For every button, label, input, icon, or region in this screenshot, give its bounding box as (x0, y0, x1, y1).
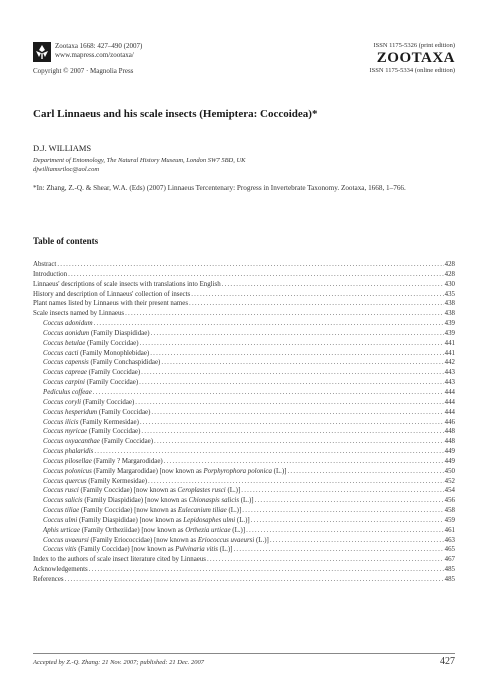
toc-entry-label (33, 299, 188, 309)
toc-species-name: Aphis urticae (43, 526, 80, 534)
toc-entry-label (43, 486, 240, 496)
toc-entry-text: (L.)] (226, 507, 242, 515)
toc-leader-dots (125, 309, 444, 319)
toc-entry-label (43, 388, 92, 398)
toc-entry-label (43, 418, 139, 428)
toc-entry[interactable] (33, 309, 455, 319)
toc-page-number: 454 (444, 487, 455, 495)
journal-brand: ZOOTAXA (376, 50, 455, 66)
toc-species-name: Coccus oxyacanthae (43, 438, 100, 446)
toc-entry-text: (L.)] (235, 516, 250, 524)
toc-entry-text: (Family Eriococcidae) [now known as (88, 536, 198, 544)
toc-entry-label (43, 545, 232, 555)
toc-entry-text: (L.)] (239, 497, 254, 505)
toc-entry-text: Acknowledgements (33, 566, 88, 574)
toc-page-number: 449 (444, 448, 455, 456)
toc-entry[interactable] (33, 388, 455, 398)
toc-entry-text: (Family Diaspididae) [now known as (82, 497, 189, 505)
toc-page-number: 439 (444, 329, 455, 337)
toc-entry-label (33, 565, 88, 575)
toc-entry-text: Scale insects named by Linnaeus (33, 310, 125, 318)
toc-entry[interactable] (33, 457, 455, 467)
toc-leader-dots (191, 290, 443, 300)
toc-leader-dots (241, 486, 443, 496)
toc-leader-dots (255, 496, 444, 506)
toc-species-name: Eulecanium tiliae (177, 507, 227, 515)
toc-leader-dots (222, 280, 444, 290)
toc-species-name: Coccus betulae (43, 339, 86, 347)
toc-entry[interactable] (33, 418, 455, 428)
toc-species-name: Coccus vitis (43, 546, 77, 554)
publication-note: *In: Zhang, Z.-Q. & Shear, W.A. (Eds) (2007) Linnaeus Tercentenary: Progress in Invertebrate Taxonomy. Zootaxa, 1668, 1–766. (33, 184, 406, 192)
toc-page-number: 456 (444, 497, 455, 505)
toc-species-name: Orthezia urticae (185, 526, 231, 534)
toc-entry-text: (Family Ortheziidae) [now known as (79, 526, 186, 534)
toc-leader-dots (270, 536, 444, 546)
toc-page-number: 448 (444, 428, 455, 436)
toc-entry-text: (Family Margarodidae) [now known as (91, 467, 204, 475)
toc-page-number: 444 (444, 408, 455, 416)
toc-entry-label (43, 408, 150, 418)
toc-species-name: Coccus salicis (43, 497, 83, 505)
toc-entry[interactable] (33, 486, 455, 496)
toc-species-name: Coccus hesperidum (43, 408, 98, 416)
toc-page-number: 438 (444, 300, 455, 308)
toc-entry-label (33, 280, 221, 290)
toc-leader-dots (233, 545, 443, 555)
toc-page-number: 467 (444, 556, 455, 564)
toc-entry-text: (Family Coccidae) (87, 428, 141, 436)
toc-species-name: Coccus tiliae (43, 507, 80, 515)
toc-entry-text: (Family Coccidae) (84, 379, 139, 387)
toc-entry-text: Introduction (33, 270, 68, 278)
toc-page-number: 485 (444, 566, 455, 574)
toc-leader-dots (68, 270, 444, 280)
toc-species-name: Coccus capreae (43, 369, 87, 377)
journal-website[interactable]: www.mapress.com/zootaxa/ (55, 51, 134, 59)
toc-page-number: 435 (444, 290, 455, 298)
toc-leader-dots (94, 447, 443, 457)
toc-leader-dots (242, 506, 443, 516)
toc-entry-label (43, 506, 241, 516)
toc-entry-text: (L.)] (254, 536, 269, 544)
toc-entry-label (43, 427, 140, 437)
toc-entry-label (33, 270, 67, 280)
toc-entry-label (43, 398, 134, 408)
toc-species-name: Coccus rusci (43, 487, 79, 495)
toc-species-name: Coccus ulmi (43, 516, 78, 524)
toc-heading: Table of contents (33, 236, 99, 246)
toc-leader-dots (150, 349, 443, 359)
author-affiliation-block (33, 156, 246, 174)
toc-entry-text: (L.)] (225, 487, 241, 495)
toc-entry[interactable] (33, 270, 455, 280)
toc-entry[interactable] (33, 555, 455, 565)
toc-page-number: 438 (444, 310, 455, 318)
toc-page-number: 463 (444, 536, 455, 544)
toc-entry-text: (L.)] (217, 546, 233, 554)
toc-entry[interactable] (33, 545, 455, 555)
toc-entry-label (43, 329, 150, 339)
toc-leader-dots (287, 467, 443, 477)
toc-leader-dots (148, 477, 444, 487)
toc-species-name: Coccus capensis (43, 359, 89, 367)
toc-leader-dots (246, 526, 444, 536)
toc-leader-dots (94, 319, 444, 329)
toc-entry[interactable] (33, 427, 455, 437)
toc-species-name: Coccus myricae (43, 428, 88, 436)
toc-leader-dots (207, 555, 444, 565)
toc-leader-dots (151, 408, 443, 418)
toc-leader-dots (135, 398, 443, 408)
toc-entry[interactable] (33, 565, 455, 575)
toc-page-number: 485 (444, 576, 455, 583)
toc-page-number: 452 (444, 477, 455, 485)
toc-species-name: Coccus polonicus (43, 467, 92, 475)
toc-entry[interactable] (33, 349, 455, 359)
toc-species-name: Coccus cacti (43, 349, 79, 357)
toc-leader-dots (93, 388, 444, 398)
toc-page-number: 430 (444, 280, 455, 288)
toc-entry-label (43, 437, 153, 447)
toc-entry-text: (L.)] (271, 467, 287, 475)
toc-entry-text: (Family Coccidae) (86, 369, 141, 377)
toc-entry-text: (Family Diaspididae) [now known as (77, 516, 184, 524)
toc-leader-dots (154, 437, 444, 447)
toc-leader-dots (141, 427, 443, 437)
toc-leader-dots (89, 565, 444, 575)
toc-entry[interactable] (33, 447, 455, 457)
toc-leader-dots (251, 516, 444, 526)
toc-entry[interactable] (33, 575, 455, 585)
toc-entry[interactable] (33, 299, 455, 309)
toc-entry-text: Linnaeus' descriptions of scale insects with translations into English (33, 280, 221, 288)
toc-entry-label (43, 447, 93, 457)
toc-entry-label (43, 358, 160, 368)
toc-species-name: Eriococcus uvaeursi (197, 536, 255, 544)
toc-entry-text: (Family Diaspididae) (89, 329, 150, 337)
toc-entry[interactable] (33, 526, 455, 536)
toc-page-number: 446 (444, 418, 455, 426)
toc-page-number: 428 (444, 270, 455, 278)
footer-divider (33, 653, 455, 654)
toc-page-number: 428 (444, 261, 455, 268)
toc-entry[interactable] (33, 329, 455, 339)
toc-entry[interactable] (33, 477, 455, 487)
toc-entry[interactable] (33, 290, 455, 300)
toc-species-name: Coccus phalaridis (43, 448, 94, 456)
toc-entry-text: (Family Coccidae) (85, 339, 139, 347)
toc-entry[interactable] (33, 496, 455, 506)
toc-entry-text: (Family Coccidae) (81, 398, 135, 406)
page-number: 427 (440, 656, 455, 667)
toc-leader-dots (140, 339, 444, 349)
toc-entry-label (43, 319, 93, 329)
toc-entry[interactable] (33, 358, 455, 368)
toc-leader-dots (141, 368, 444, 378)
toc-leader-dots (65, 575, 444, 585)
toc-entry-label (43, 457, 163, 467)
toc-entry[interactable] (33, 516, 455, 526)
toc-entry-text: (Family Conchaspididae) (88, 359, 161, 367)
toc-species-name: Coccus coryli (43, 398, 82, 406)
issn-print: ISSN 1175-5326 (print edition) (373, 42, 455, 49)
toc-species-name: Pediculus coffeae (43, 388, 92, 396)
toc-entry-label (33, 575, 64, 585)
toc-entry-text: (Family Coccidae) [now known as (79, 507, 178, 515)
toc-page-number: 448 (444, 438, 455, 446)
toc-page-number: 443 (444, 369, 455, 377)
toc-entry-text: (Family Kermesidae) (86, 477, 148, 485)
toc-entry-label (33, 555, 206, 565)
toc-leader-dots (57, 260, 443, 270)
toc-entry-text: (Family ? Margarodidae) (91, 457, 163, 465)
toc-leader-dots (151, 329, 444, 339)
journal-header-right (369, 42, 455, 75)
toc-entry-label (33, 260, 56, 270)
toc-species-name: Coccus ilicis (43, 418, 79, 426)
toc-entry-text: (Family Monophlebidae) (78, 349, 150, 357)
toc-species-name: Pulvinaria vitis (175, 546, 218, 554)
toc-page-number: 444 (444, 388, 455, 396)
toc-page-number: 442 (444, 359, 455, 367)
toc-entry[interactable] (33, 398, 455, 408)
toc-page-number: 444 (444, 398, 455, 406)
toc-entry-label (43, 526, 245, 536)
toc-page-number: 458 (444, 507, 455, 515)
toc-entry[interactable] (33, 339, 455, 349)
toc-entry-label (33, 309, 124, 319)
table-of-contents (33, 260, 455, 585)
toc-entry-label (43, 467, 286, 477)
toc-page-number: 449 (444, 457, 455, 465)
toc-entry-label (43, 536, 269, 546)
toc-species-name: Porphyrophora polonica (203, 467, 272, 475)
toc-page-number: 441 (444, 349, 455, 357)
author-affiliation: Department of Entomology, The Natural History Museum, London SW7 5BD, UK (33, 157, 246, 164)
toc-page-number: 461 (444, 526, 455, 534)
acceptance-note: Accepted by Z.-Q. Zhang: 21 Nov. 2007; published: 21 Dec. 2007 (33, 659, 205, 666)
issn-online: ISSN 1175-5334 (online edition) (369, 67, 455, 74)
toc-page-number: 459 (444, 516, 455, 524)
toc-entry-text: Abstract (33, 261, 57, 268)
toc-entry[interactable] (33, 437, 455, 447)
toc-species-name: Coccus pilosellae (43, 457, 92, 465)
toc-entry[interactable] (33, 280, 455, 290)
toc-entry-text: References (33, 576, 64, 583)
toc-page-number: 441 (444, 339, 455, 347)
author-email[interactable]: djwilliamsriloc@aol.com (33, 166, 100, 173)
toc-page-number: 465 (444, 546, 455, 554)
toc-entry-text: (Family Kermesidae) (78, 418, 139, 426)
toc-entry-label (43, 496, 254, 506)
journal-reference: Zootaxa 1668: 427–490 (2007) (55, 42, 143, 50)
toc-entry-label (43, 378, 138, 388)
toc-entry-text: Index to the authors of scale insect literature cited by Linnaeus (33, 556, 206, 564)
toc-species-name: Ceroplastes rusci (177, 487, 226, 495)
magnolia-press-logo-icon (33, 42, 51, 62)
toc-entry[interactable] (33, 260, 455, 270)
toc-species-name: Coccus aonidum (43, 329, 90, 337)
toc-entry-text: (Family Coccidae) [now known as (78, 487, 178, 495)
toc-entry-label (43, 339, 139, 349)
toc-entry-text: (Family Coccidae) [now known as (76, 546, 176, 554)
toc-species-name: Coccus uvaeursi (43, 536, 89, 544)
toc-page-number: 450 (444, 467, 455, 475)
toc-leader-dots (140, 418, 444, 428)
toc-entry[interactable] (33, 536, 455, 546)
toc-leader-dots (161, 358, 443, 368)
toc-page-number: 443 (444, 379, 455, 387)
toc-species-name: Lepidosaphes ulmi (183, 516, 236, 524)
toc-entry-label (43, 368, 140, 378)
toc-entry[interactable] (33, 319, 455, 329)
toc-entry-label (43, 477, 147, 487)
toc-page-number: 439 (444, 320, 455, 328)
toc-entry-text: History and description of Linnaeus' collection of insects (33, 290, 191, 298)
toc-species-name: Coccus adonidum (43, 320, 93, 328)
toc-species-name: Chionaspis salicis (188, 497, 240, 505)
copyright-notice: Copyright © 2007 · Magnolia Press (33, 67, 134, 75)
toc-leader-dots (139, 378, 444, 388)
toc-entry[interactable] (33, 378, 455, 388)
toc-leader-dots (164, 457, 444, 467)
toc-entry[interactable] (33, 368, 455, 378)
toc-entry-label (33, 290, 190, 300)
toc-entry[interactable] (33, 467, 455, 477)
toc-entry-label (43, 349, 149, 359)
toc-leader-dots (189, 299, 444, 309)
article-title: Carl Linnaeus and his scale insects (Hemiptera: Coccoidea)* (33, 108, 318, 120)
article-author: D.J. WILLIAMS (33, 143, 92, 153)
toc-entry-label (43, 516, 250, 526)
toc-species-name: Coccus carpini (43, 379, 85, 387)
toc-entry[interactable] (33, 506, 455, 516)
toc-entry-text: (Family Coccidae) (97, 408, 151, 416)
toc-entry-text: Plant names listed by Linnaeus with their present names (33, 300, 189, 308)
toc-species-name: Coccus quercus (43, 477, 87, 485)
toc-entry-text: (Family Coccidae) (99, 438, 154, 446)
toc-entry-text: (L.)] (230, 526, 246, 534)
toc-entry[interactable] (33, 408, 455, 418)
